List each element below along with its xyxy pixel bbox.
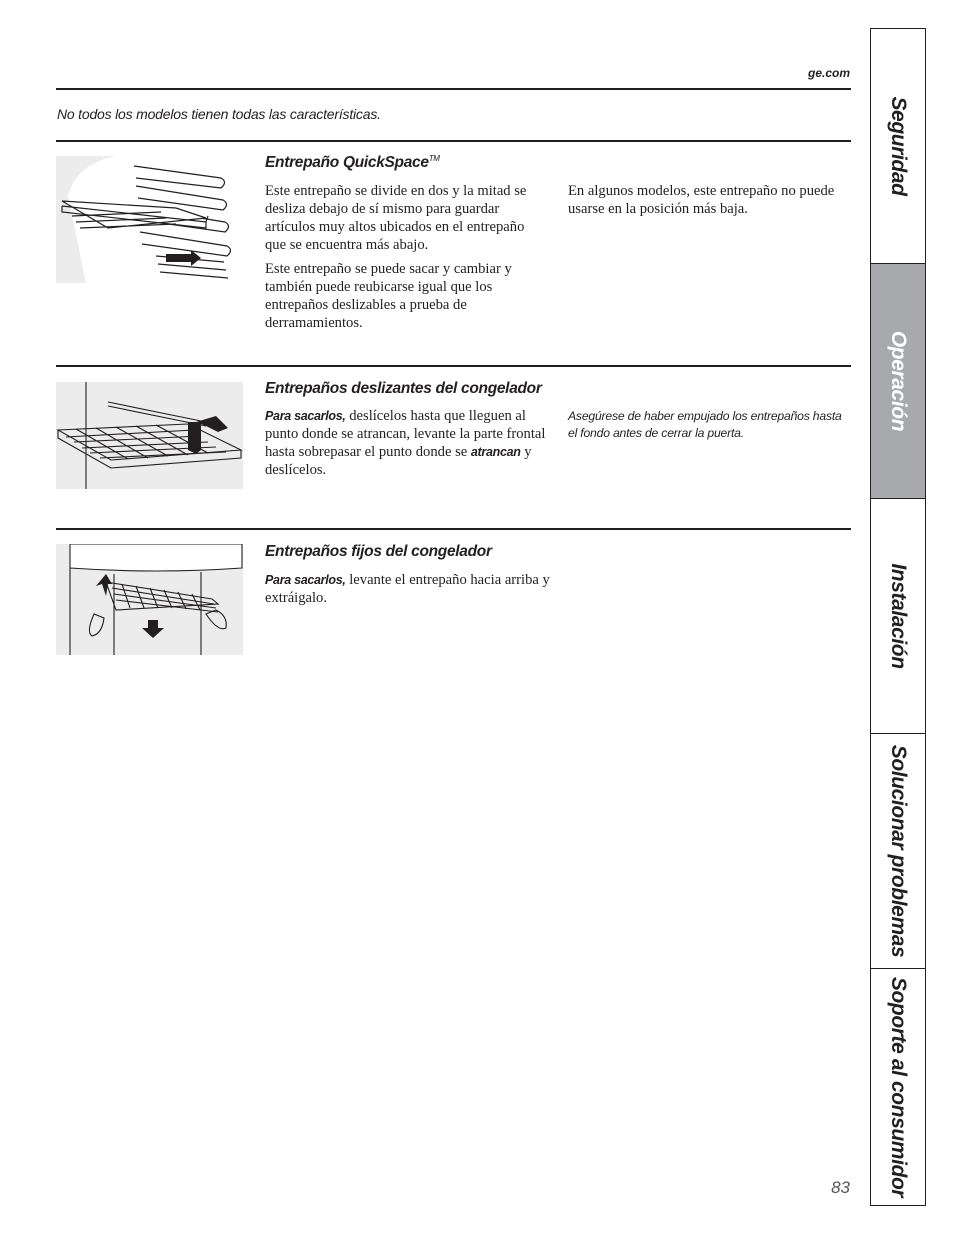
fixed-freezer-shelf-illustration xyxy=(56,544,243,655)
section-title-quickspace: Entrepaño QuickSpace™ xyxy=(265,154,440,172)
tab-seguridad[interactable] xyxy=(870,28,926,264)
tab-label: Solucionar problemas xyxy=(887,744,910,958)
removal-lead: Para sacarlos, xyxy=(265,409,346,423)
models-note: No todos los modelos tienen todas las características. xyxy=(57,106,381,122)
tab-soporte-al-consumidor[interactable] xyxy=(870,968,926,1206)
tab-label: Seguridad xyxy=(887,96,910,196)
tab-label: Soporte al consumidor xyxy=(887,976,910,1198)
removal-text-b: y deslícelos. xyxy=(265,444,532,478)
removal-text: levante el entrepaño hacia arriba y extráigalo. xyxy=(265,572,550,606)
site-url: ge.com xyxy=(807,66,850,80)
header-rule xyxy=(56,88,851,90)
slide-out-freezer-shelf-illustration xyxy=(56,382,243,489)
quickspace-column-1 xyxy=(265,182,548,338)
section-divider xyxy=(56,528,851,530)
quickspace-paragraph-2: Este entrepaño se puede sacar y cambiar y también puede reubicarse igual que los entrepaños deslizables a prueba de derramamientos. xyxy=(265,261,512,331)
slide-out-caution: Asegúrese de haber empujado los entrepaños hasta el fondo antes de cerrar la puerta. xyxy=(568,409,842,440)
section-tabs xyxy=(870,28,926,1206)
section-divider xyxy=(56,365,851,367)
quickspace-paragraph-1: Este entrepaño se divide en dos y la mitad se desliza debajo de sí mismo para guardar artículos muy altos ubicados en el entrepaño que se encuentra más abajo. xyxy=(265,183,527,253)
tab-operacion[interactable] xyxy=(870,263,926,499)
fixed-shelf-instructions xyxy=(265,571,555,613)
quickspace-shelf-illustration xyxy=(56,156,243,283)
section-divider xyxy=(56,140,851,142)
removal-text-a: deslícelos hasta que lleguen al punto donde se atrancan, levante la parte frontal hasta sobrepasar el punto donde se xyxy=(265,408,546,460)
removal-lead: Para sacarlos, xyxy=(265,573,346,587)
page-number: 83 xyxy=(831,1178,850,1197)
section-title-slide-out-shelves: Entrepaños deslizantes del congelador xyxy=(265,380,542,397)
slide-out-instructions xyxy=(265,407,555,485)
quickspace-column-2 xyxy=(568,182,838,224)
quickspace-note: En algunos modelos, este entrepaño no puede usarse en la posición más baja. xyxy=(568,183,835,217)
catch-term: atrancan xyxy=(470,445,521,459)
tab-instalacion[interactable] xyxy=(870,498,926,734)
tab-solucionar-problemas[interactable] xyxy=(870,733,926,969)
section-title-fixed-shelves: Entrepaños fijos del congelador xyxy=(265,543,492,560)
tab-label: Instalación xyxy=(887,563,910,669)
tab-label: Operación xyxy=(887,330,910,432)
